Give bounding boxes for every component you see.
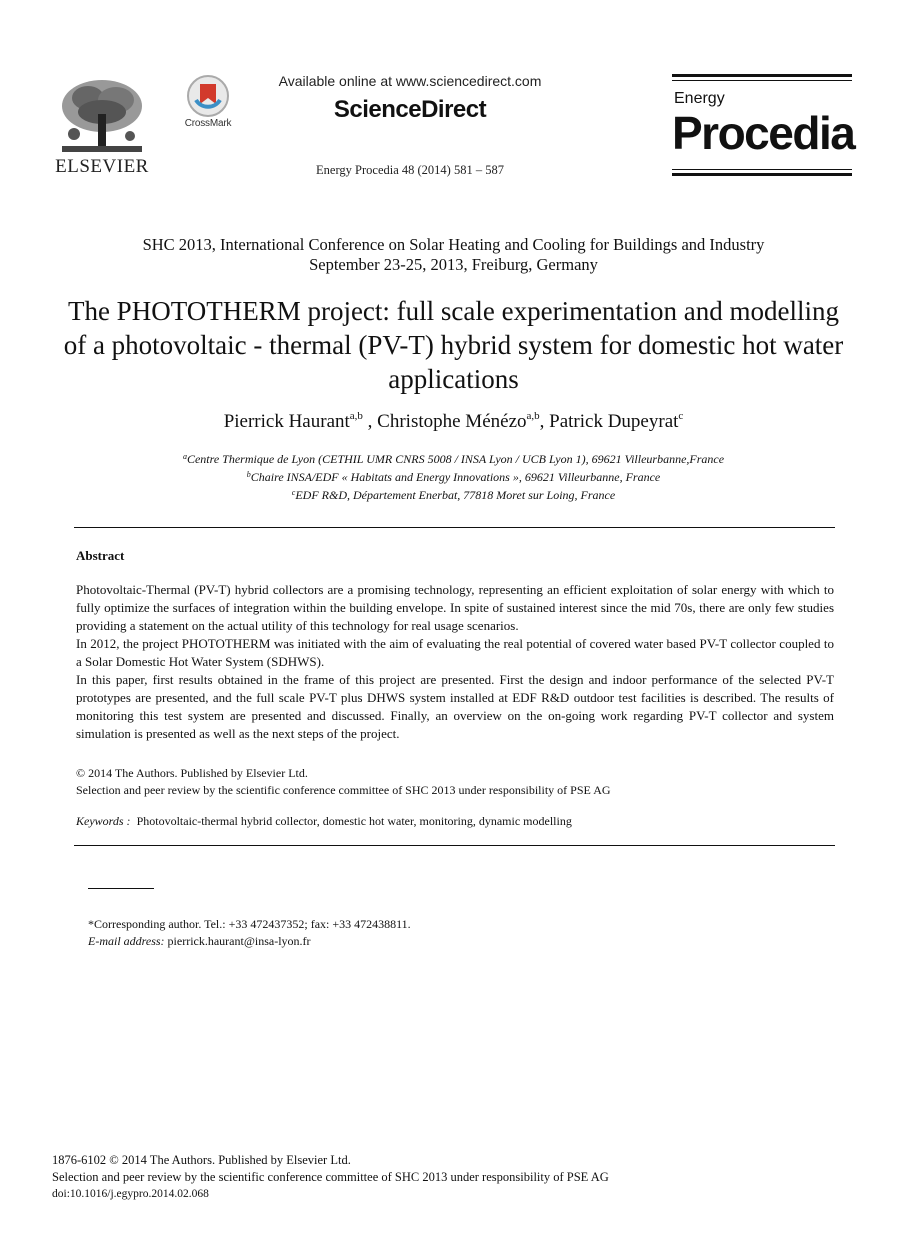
divider-bottom — [74, 845, 835, 846]
affiliation-text: Chaire INSA/EDF « Habitats and Energy Innovations », 69621 Villeurbanne, France — [250, 470, 661, 484]
page-footer — [52, 1152, 852, 1203]
abstract-body — [76, 581, 834, 743]
copyright-line: © 2014 The Authors. Published by Elsevier Ltd. — [76, 766, 308, 780]
author-list — [60, 410, 847, 433]
keywords — [76, 814, 834, 829]
author-separator: , — [539, 411, 550, 432]
affiliation-text: Centre Thermique de Lyon (CETHIL UMR CNRS 5008 / INSA Lyon / UCB Lyon 1), 69621 Villeurbanne,France — [186, 452, 725, 466]
affiliation-item — [60, 485, 847, 503]
affiliation-mark: c — [291, 488, 296, 497]
author-name: Patrick Dupeyrat — [549, 411, 679, 432]
logo-rule-bottom-thin — [672, 169, 852, 170]
sciencedirect-wordmark[interactable]: ScienceDirect — [333, 96, 487, 123]
abstract-paragraph: In this paper, first results obtained in the frame of this project are presented. First the design and indoor performance of the selected PV-T prototypes are presented, and the full scale PV-T plus DHWS system installed at EDF R&D outdoor test facilities is described. The results of monitoring this test system are presented and discussed. Finally, an overview on the on-going work regarding PV-T collector and system simulation is presented as well as the next steps of the project. — [76, 672, 834, 741]
journal-reference: Energy Procedia 48 (2014) 581 – 587 — [316, 163, 504, 177]
author-separator: , — [362, 411, 378, 432]
elsevier-logo — [52, 74, 152, 178]
elsevier-tree-icon — [52, 74, 152, 156]
journal-brand-large: Procedia — [672, 107, 855, 159]
email-link[interactable]: pierrick.haurant@insa-lyon.fr — [167, 934, 311, 948]
available-online-text[interactable]: Available online at www.sciencedirect.com — [278, 73, 542, 89]
conference-line-1: SHC 2013, International Conference on Solar Heating and Cooling for Buildings and Industry — [142, 235, 765, 254]
logo-rule-bottom — [672, 173, 852, 176]
divider-top — [74, 527, 835, 528]
affiliation-list — [60, 449, 847, 503]
abstract-heading: Abstract — [76, 548, 125, 563]
author-name: Christophe Ménézo — [377, 411, 527, 432]
crossmark-label: CrossMark — [184, 118, 232, 129]
footnote-rule — [88, 888, 154, 889]
email-label: E-mail address: — [88, 934, 165, 948]
affiliation-item — [60, 449, 847, 467]
author-affiliation-mark: a,b — [349, 410, 363, 422]
crossmark-logo[interactable] — [178, 74, 238, 134]
footer-peer-review: Selection and peer review by the scientific conference committee of SHC 2013 under responsibility of PSE AG — [52, 1170, 609, 1184]
elsevier-wordmark: ELSEVIER — [55, 156, 149, 177]
doi-link[interactable]: doi:10.1016/j.egypro.2014.02.068 — [52, 1188, 209, 1200]
affiliation-mark: a — [182, 452, 187, 461]
issn-copyright: 1876-6102 © 2014 The Authors. Published by Elsevier Ltd. — [52, 1153, 351, 1167]
abstract-paragraph: Photovoltaic-Thermal (PV-T) hybrid collectors are a promising technology, representing an efficient exploitation of solar energy with which to fully optimize the surfaces of integration within the building envelope. In spite of sustained interest since the mid 70s, there are only few studies providing a statement on the actual utility of this technology for real usage scenarios. — [76, 582, 834, 633]
peer-review-line: Selection and peer review by the scientific conference committee of SHC 2013 under responsibility of PSE AG — [76, 783, 611, 797]
keywords-text: Photovoltaic-thermal hybrid collector, domestic hot water, monitoring, dynamic modelling — [136, 814, 572, 828]
journal-brand-small: Energy — [674, 90, 725, 107]
keywords-label: Keywords : — [76, 814, 131, 828]
conference-line-2: September 23-25, 2013, Freiburg, Germany — [309, 255, 598, 274]
email-line — [88, 933, 788, 950]
affiliation-mark: b — [246, 470, 251, 479]
paper-title: The PHOTOTHERM project: full scale experimentation and modelling of a photovoltaic - thermal (PV-T) hybrid system for domestic hot water applications — [63, 296, 844, 394]
copyright-notice — [76, 765, 834, 799]
abstract-paragraph: In 2012, the project PHOTOTHERM was initiated with the aim of evaluating the real potential of covered water based PV-T collector coupled to a Solar Domestic Hot Water System (SDHWS). — [76, 636, 834, 669]
corresponding-author: *Corresponding author. Tel.: +33 472437352; fax: +33 472438811. — [88, 917, 411, 931]
conference-info — [40, 235, 867, 275]
crossmark-icon — [178, 74, 238, 118]
logo-rule-top — [672, 74, 852, 77]
author-affiliation-mark: a,b — [526, 410, 540, 422]
affiliation-text: EDF R&D, Département Enerbat, 77818 Moret sur Loing, France — [295, 488, 616, 502]
author-name: Pierrick Haurant — [223, 411, 350, 432]
affiliation-item — [60, 467, 847, 485]
energy-procedia-logo — [672, 74, 855, 178]
author-affiliation-mark: c — [678, 410, 684, 422]
logo-rule-top-thin — [672, 80, 852, 81]
footnote — [88, 916, 788, 950]
